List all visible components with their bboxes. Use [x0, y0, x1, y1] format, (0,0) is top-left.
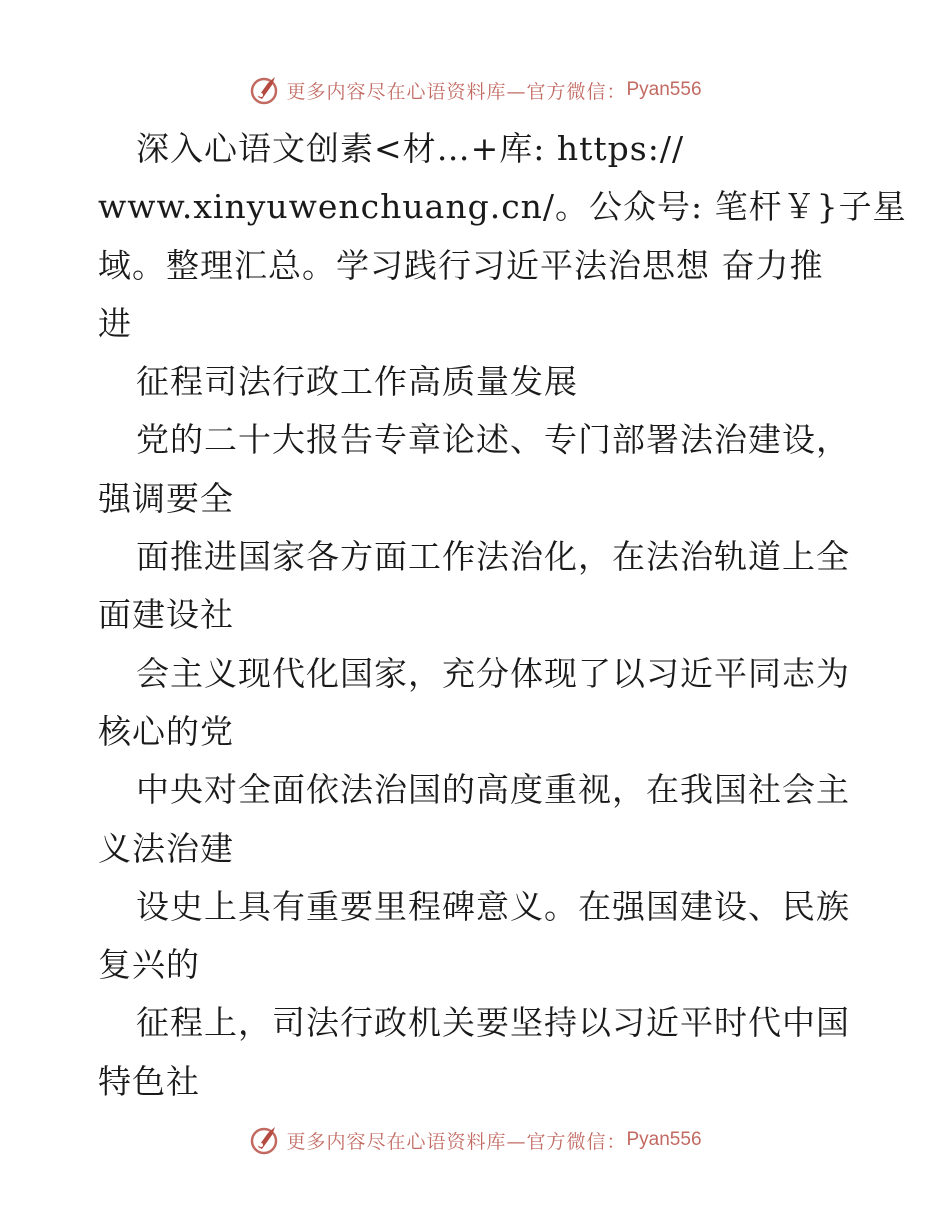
- section-heading: 征程司法行政工作高质量发展: [136, 362, 578, 402]
- pen-nib-logo-icon: [248, 73, 282, 107]
- banner-separator: —官方微信：: [506, 80, 627, 103]
- text-line: 核心的党: [98, 711, 234, 751]
- footer-banner: [0, 1120, 950, 1160]
- text-line: 进: [98, 303, 132, 343]
- text-line: 特色社: [98, 1061, 200, 1101]
- banner-title: 更多内容尽在心语资料库: [286, 1130, 507, 1153]
- text-line: 中央对全面依法治国的高度重视，在我国社会主: [136, 770, 850, 810]
- text-line: 设史上具有重要里程碑意义。在强国建设、民族: [136, 886, 850, 926]
- document-body: [98, 120, 907, 1111]
- pen-nib-logo-icon: [248, 1123, 282, 1157]
- text-line: 深入心语文创素<材…+库: https://: [136, 129, 685, 168]
- text-line: 征程上，司法行政机关要坚持以习近平时代中国: [136, 1003, 850, 1043]
- banner-separator: —官方微信：: [506, 1130, 627, 1153]
- text-line: 域。整理汇总。学习践行习近平法治思想 奋力推: [98, 245, 824, 285]
- text-line: 面推进国家各方面工作法治化，在法治轨道上全: [136, 537, 850, 577]
- text-line: www.xinyuwenchuang.cn/。公众号: 笔杆￥}子星: [98, 187, 907, 227]
- text-line: 强调要全: [98, 478, 234, 518]
- text-line: 面建设社: [98, 595, 234, 635]
- text-line: 复兴的: [98, 945, 200, 985]
- banner-wechat-id: Pyan556: [626, 79, 702, 100]
- text-line: 义法治建: [98, 828, 234, 868]
- text-line: 会主义现代化国家，充分体现了以习近平同志为: [136, 653, 850, 693]
- banner-title: 更多内容尽在心语资料库: [286, 80, 507, 103]
- header-banner: [0, 70, 950, 110]
- banner-wechat-id: Pyan556: [626, 1129, 702, 1150]
- text-line: 党的二十大报告专章论述、专门部署法治建设，: [136, 420, 850, 460]
